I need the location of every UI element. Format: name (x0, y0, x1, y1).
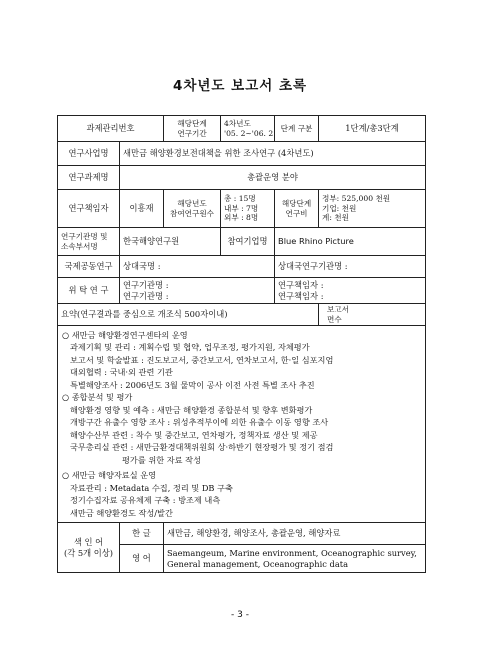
abstract-table (57, 115, 426, 573)
project-number-label: 과제관리번호 (58, 116, 164, 142)
page-number: - 3 - (231, 610, 249, 620)
budget-values: 정부: 525,000 천원 기업: 천원 계: 천원 (319, 190, 426, 228)
row-principal-investigator (58, 190, 426, 228)
summary-line: ○ 새만금 해양자료실 운영 (62, 470, 157, 481)
summary-body (58, 326, 426, 523)
row-institution (58, 228, 426, 256)
summary-line: 보고서 및 학술발표 : 진도보고서, 중간보고서, 연차보고서, 한·일 심포지엄 (70, 354, 334, 365)
project-name-value: 총괄운영 분야 (120, 166, 426, 190)
stage-label: 단계 구분 (275, 116, 319, 142)
researcher-count-label: 해당년도 참여연구원수 (164, 190, 221, 228)
partner-country: 상대국명 : (120, 256, 275, 278)
row-program-name (58, 142, 426, 166)
project-name-label: 연구과제명 (58, 166, 120, 190)
program-name-value: 새만금 해양환경보전대책을 위한 조사연구 (4차년도) (120, 142, 426, 166)
row-international (58, 256, 426, 278)
summary-line: 해양환경 영향 및 예측 : 새만금 해양환경 종합분석 및 향후 변화평가 (70, 404, 313, 415)
commissioned-label: 위 탁 연 구 (58, 278, 120, 304)
summary-line: 개방구간 유출수 영향 조사 : 위성추적부이에 의한 유출수 이동 영향 조사 (70, 417, 329, 428)
phase-period-labels: 해당단계 연구기간 (164, 116, 221, 142)
summary-line: 과제기획 및 관리 : 계획수립 및 협약, 업무조정, 평가지원, 자체평가 (70, 342, 310, 353)
summary-line: ○ 새만금 해양환경연구센타의 운영 (62, 330, 188, 340)
summary-line: 새만금 해양환경도 작성/발간 (70, 507, 173, 518)
pi-label: 연구책임자 (58, 190, 120, 228)
institution-label: 연구기관명 및 소속부서명 (58, 228, 120, 256)
partner-org: 상대국연구기관명 : (275, 256, 426, 278)
summary-line: 대외협력 : 국내·외 관련 기관 (70, 367, 173, 378)
keywords-ko-label: 한 글 (120, 523, 164, 545)
row-keywords-ko (58, 523, 426, 545)
summary-line: ○ 종합분석 및 평가 (62, 392, 133, 403)
phase-period-values: 4차년도 '05. 2~'06. 2 (221, 116, 275, 142)
international-label: 국제공동연구 (58, 256, 120, 278)
summary-line: 특별해양조사 : 2006년도 3월 물막이 공사 이전 사전 특별 조사 추진 (70, 379, 315, 390)
summary-line: 해양수산부 관련 : 착수 및 중간보고, 연차평가, 정책자료 생산 및 제공 (70, 429, 318, 440)
summary-line: 정기수집자료 공유체제 구축 : 방조제 내측 (70, 495, 221, 506)
program-name-label: 연구사업명 (58, 142, 120, 166)
row-commissioned (58, 278, 426, 304)
row-project-name (58, 166, 426, 190)
budget-label: 해당단계 연구비 (275, 190, 319, 228)
keywords-en-value: Saemangeum, Marine environment, Oceanographic survey, General management, Oceanographic data (164, 545, 426, 573)
summary-line: 평가를 위한 자료 작성 (122, 454, 201, 465)
summary-label: 요약(연구결과를 중심으로 개조식 500자이내) (58, 304, 319, 326)
row-summary-header (58, 304, 426, 326)
row-project-number (58, 116, 426, 142)
keywords-label: 색 인 어 (각 5개 이상) (58, 523, 120, 573)
row-summary (58, 326, 426, 523)
keywords-en-label: 영 어 (120, 545, 164, 573)
institution-value: 한국해양연구원 (120, 228, 221, 256)
partner-company-value: Blue Rhino Picture (275, 228, 426, 256)
partner-company-label: 참여기업명 (221, 228, 275, 256)
report-pages-label: 보고서 면수 (319, 304, 426, 326)
commissioned-orgs: 연구기관명 : 연구기관명 : (120, 278, 275, 304)
stage-value: 1단계/총3단계 (319, 116, 426, 142)
researcher-count-values: 총 : 15명 내부 : 7명 외부 : 8명 (221, 190, 275, 228)
summary-line: 국무총리실 관련 : 새만금환경대책위원회 상·하반기 현장평가 및 정기 점검 (70, 442, 334, 453)
commissioned-leads: 연구책임자 : 연구책임자 : (275, 278, 426, 304)
pi-name: 이흥재 (120, 190, 164, 228)
report-title: 4차년도 보고서 초록 (172, 78, 308, 94)
keywords-ko-value: 새만금, 해양환경, 해양조사, 총괄운영, 해양자료 (164, 523, 426, 545)
summary-line: 자료관리 : Metadata 수집, 정리 및 DB 구축 (70, 482, 233, 493)
